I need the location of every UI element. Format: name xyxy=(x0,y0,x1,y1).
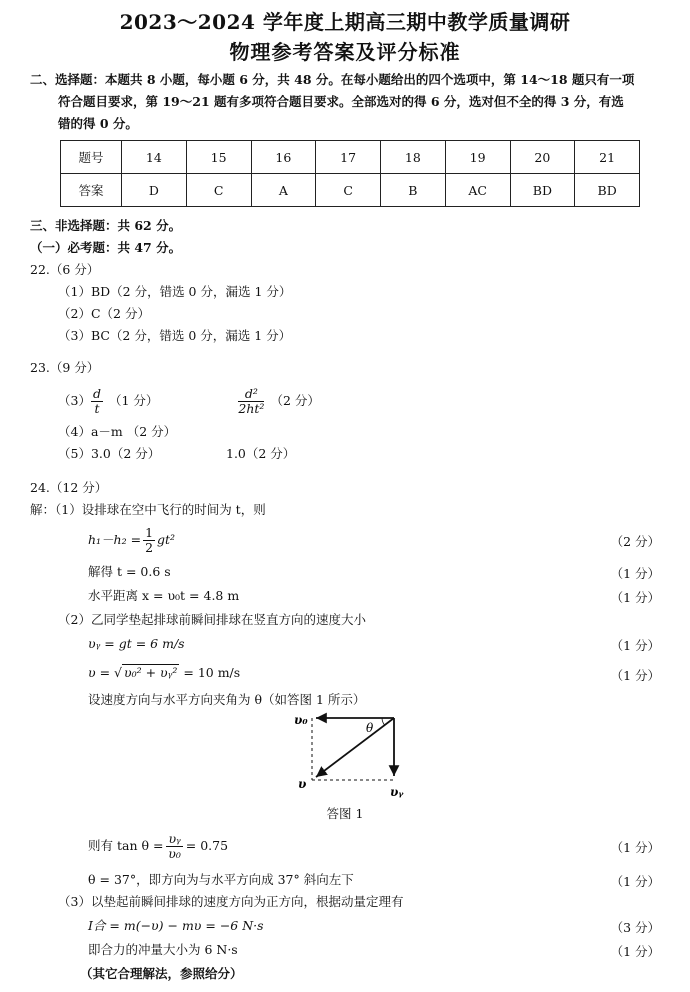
table-row-numbers xyxy=(61,141,640,174)
table-cell: 19 xyxy=(445,141,510,174)
q24-part2: （2）乙同学垫起排球前瞬间排球在竖直方向的速度大小 xyxy=(58,612,366,627)
sqrt-sign: √ xyxy=(114,664,123,680)
q22-item-1: （1）BD（2 分，错选 0 分，漏选 1 分） xyxy=(58,284,292,299)
table-cell: 14 xyxy=(122,141,187,174)
fraction-denominator: t xyxy=(94,400,100,416)
q24-eq1 xyxy=(88,524,175,556)
q24-eq5 xyxy=(88,664,240,681)
q22-item-2: （2）C（2 分） xyxy=(58,306,150,321)
table-cell: 16 xyxy=(251,141,316,174)
fraction-numerator: d² xyxy=(238,387,264,402)
label-v: υ xyxy=(298,777,307,791)
fraction-denominator: 2 xyxy=(145,539,154,555)
table-header-answer: 答案 xyxy=(61,174,122,207)
fraction-vy-over-v0 xyxy=(166,832,182,861)
table-cell: D xyxy=(122,174,187,207)
table-cell: B xyxy=(381,174,446,207)
q24-eq4-score: （1 分） xyxy=(610,638,660,653)
label-vy: υᵧ xyxy=(390,785,404,799)
q24-eq4: υᵧ = gt = 6 m/s xyxy=(88,636,185,651)
section3-heading: 三、非选择题：共 62 分。 xyxy=(30,218,182,233)
sqrt-radicand: υ₀² + υᵧ² xyxy=(124,665,178,680)
fraction-numerator: υᵧ xyxy=(168,830,181,846)
q24-eq3: 水平距离 x = υ₀t = 4.8 m xyxy=(88,588,240,603)
fraction-d2-over-2ht2 xyxy=(238,387,264,416)
q24-eq7: θ = 37°，即方向为与水平方向成 37° 斜向左下 xyxy=(88,872,354,887)
q24-eq9-score: （1 分） xyxy=(610,944,660,959)
table-cell: 18 xyxy=(381,141,446,174)
angle-arc xyxy=(382,718,385,725)
table-cell: 21 xyxy=(575,141,640,174)
eq5-left: υ = xyxy=(88,664,111,680)
q24-eq1-score: （2 分） xyxy=(610,534,660,549)
table-cell: 20 xyxy=(510,141,575,174)
fraction-numerator: d xyxy=(92,385,101,401)
q23-item-3 xyxy=(58,384,320,418)
table-cell: C xyxy=(316,174,381,207)
q24-solve-intro: 解：（1）设排球在空中飞行的时间为 t，则 xyxy=(30,502,266,517)
q24-eq7-score: （1 分） xyxy=(610,874,660,889)
fraction-one-half xyxy=(143,526,155,555)
q24-eq8: I合 = m(−υ) − mυ = −6 N·s xyxy=(88,918,264,933)
q24-part3: （3）以垫起前瞬间排球的速度方向为正方向，根据动量定理有 xyxy=(58,894,404,909)
table-cell: A xyxy=(251,174,316,207)
q24-note: （其它合理解法，参照给分） xyxy=(80,966,243,981)
page-title-line2: 物理参考答案及评分标准 xyxy=(229,40,461,64)
eq6-right: = 0.75 xyxy=(185,838,229,853)
figure-caption: 答图 1 xyxy=(326,806,364,821)
eq5-right: = 10 m/s xyxy=(183,664,241,680)
fraction-denominator: υ₀ xyxy=(168,845,181,861)
q22-item-3: （3）BC（2 分，错选 0 分，漏选 1 分） xyxy=(58,328,292,343)
q24-eq6-score: （1 分） xyxy=(610,840,660,855)
table-row-answers xyxy=(61,174,640,207)
table-cell: BD xyxy=(510,174,575,207)
answer-table xyxy=(60,140,640,207)
q23-item-5-right: 1.0（2 分） xyxy=(226,446,296,461)
table-cell: AC xyxy=(445,174,510,207)
fraction-denominator: 2ht² xyxy=(238,400,265,416)
velocity-diagram xyxy=(290,708,430,812)
table-cell: 15 xyxy=(186,141,251,174)
page-title-line1: 2023～2024 学年度上期高三期中教学质量调研 xyxy=(119,10,571,34)
q23-item-3-prefix: （3） xyxy=(58,393,91,408)
q24-eq3-score: （1 分） xyxy=(610,590,660,605)
table-header-number: 题号 xyxy=(61,141,122,174)
q24-eq2: 解得 t = 0.6 s xyxy=(88,564,171,579)
eq1-left: h₁－h₂ = xyxy=(88,532,142,547)
v-arrow xyxy=(316,718,394,777)
q24-set-angle: 设速度方向与水平方向夹角为 θ（如答图 1 所示） xyxy=(88,692,366,707)
section2-text-line2: 符合题目要求，第 19～21 题有多项符合题目要求。全部选对的得 6 分，选对但不全的得 3 分，有选 xyxy=(58,94,624,109)
q24-eq8-score: （3 分） xyxy=(610,920,660,935)
fraction-d-over-t xyxy=(91,387,103,416)
q23-item-3-score2: （2 分） xyxy=(270,393,320,408)
section3-subheading: （一）必考题：共 47 分。 xyxy=(30,240,182,255)
label-theta: θ xyxy=(366,721,374,735)
label-v0: υ₀ xyxy=(294,713,308,727)
table-cell: BD xyxy=(575,174,640,207)
q22-label: 22.（6 分） xyxy=(30,262,100,277)
q24-eq9: 即合力的冲量大小为 6 N·s xyxy=(88,942,238,957)
q23-label: 23.（9 分） xyxy=(30,360,100,375)
table-cell: 17 xyxy=(316,141,381,174)
fraction-numerator: 1 xyxy=(145,524,154,540)
table-cell: C xyxy=(186,174,251,207)
q23-item-5-left: （5）3.0（2 分） xyxy=(58,446,161,461)
q23-item-3-score1: （1 分） xyxy=(108,393,159,408)
velocity-diagram-svg xyxy=(290,708,430,808)
q24-eq6 xyxy=(88,828,228,864)
eq6-left: 则有 tan θ = xyxy=(88,838,164,853)
section2-text-line1: 二、选择题：本题共 8 小题，每小题 6 分，共 48 分。在每小题给出的四个选项中，第 14～18 题只有一项 xyxy=(30,72,635,87)
q24-label: 24.（12 分） xyxy=(30,480,108,495)
eq1-right: gt² xyxy=(157,532,176,547)
q24-eq2-score: （1 分） xyxy=(610,566,660,581)
q24-eq5-score: （1 分） xyxy=(610,668,660,683)
q23-item-4: （4）a－m （2 分） xyxy=(58,424,177,439)
section2-text-line3: 错的得 0 分。 xyxy=(58,116,138,131)
